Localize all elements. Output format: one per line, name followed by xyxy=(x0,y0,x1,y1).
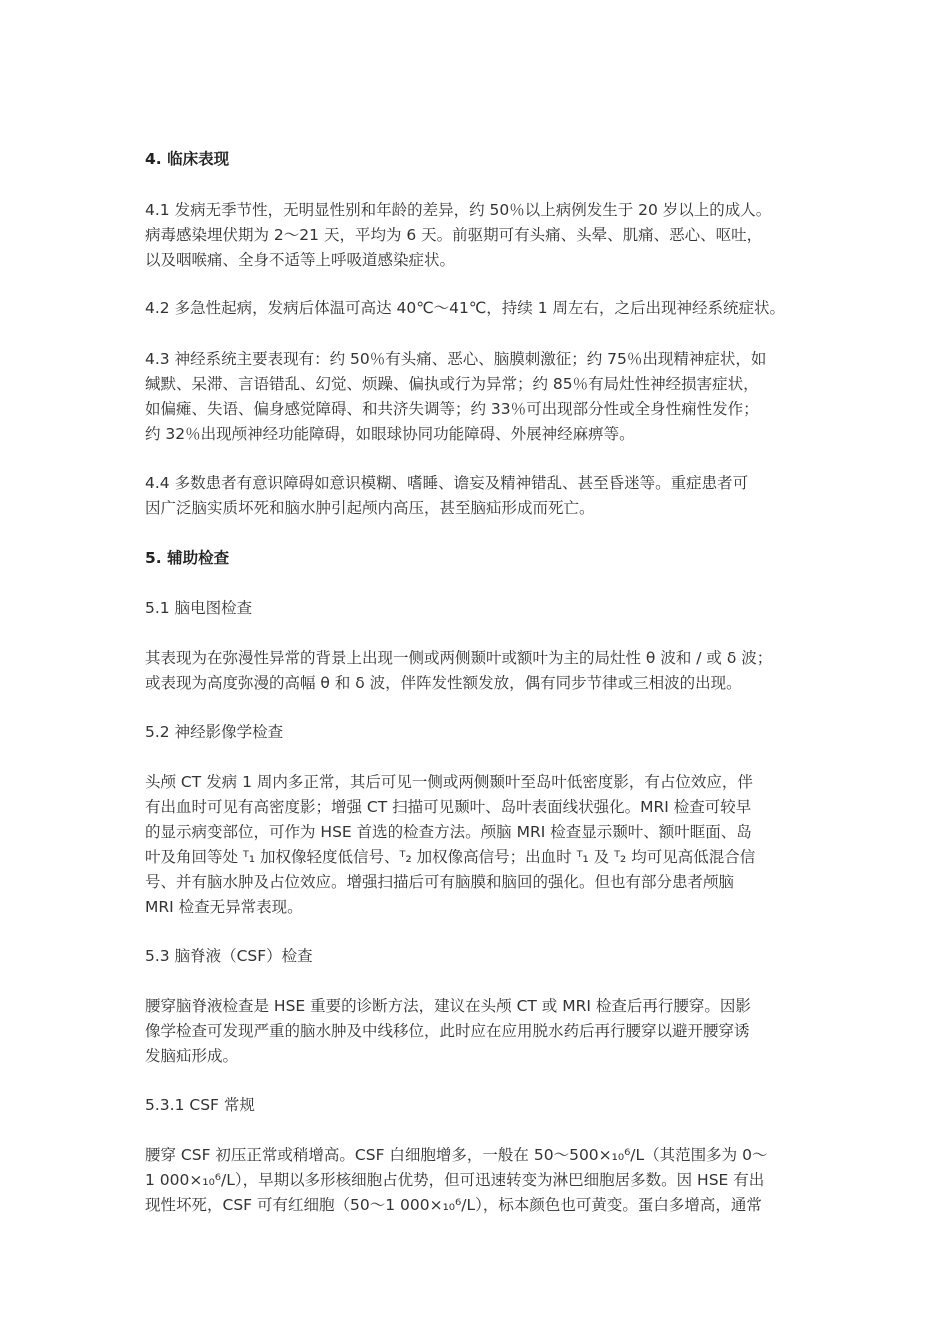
paragraph-4-4 xyxy=(145,471,825,521)
text-line: 号、并有脑水肿及占位效应。增强扫描后可有脑膜和脑回的强化。但也有部分患者颅脑 xyxy=(145,873,735,891)
section-4-heading xyxy=(145,147,825,172)
heading-text: 4. 临床表现 xyxy=(145,150,230,168)
text-line: 4.4 多数患者有意识障碍如意识模糊、嗜睡、谵妄及精神错乱、甚至昏迷等。重症患者可 xyxy=(145,474,749,492)
text-line: 腰穿脑脊液检查是 HSE 重要的诊断方法，建议在头颅 CT 或 MRI 检查后再行腰穿。因影 xyxy=(145,997,751,1015)
text-line: MRI 检查无异常表现。 xyxy=(145,898,303,916)
paragraph-5-1 xyxy=(145,646,825,696)
paragraph-5-2 xyxy=(145,770,825,920)
paragraph-5-3-1 xyxy=(145,1143,825,1218)
text-line: 4.3 神经系统主要表现有：约 50％有头痛、恶心、脑膜刺激征；约 75％出现精神症状，如 xyxy=(145,350,767,368)
heading-text: 5. 辅助检查 xyxy=(145,549,230,567)
subheading-text: 5.3 脑脊液（CSF）检查 xyxy=(145,947,313,965)
subsection-5-2-title xyxy=(145,720,825,745)
text-line: 以及咽喉痛、全身不适等上呼吸道感染症状。 xyxy=(145,251,456,269)
text-line: 头颅 CT 发病 1 周内多正常，其后可见一侧或两侧颞叶至岛叶低密度影，有占位效应，伴 xyxy=(145,773,753,791)
text-line: 1 000×₁₀⁶/L），早期以多形核细胞占优势，但可迅速转变为淋巴细胞居多数。因 HSE 有出 xyxy=(145,1171,765,1189)
text-line: 如偏瘫、失语、偏身感觉障碍、和共济失调等；约 33％可出现部分性或全身性痫性发作； xyxy=(145,400,759,418)
text-line: 的显示病变部位，可作为 HSE 首选的检查方法。颅脑 MRI 检查显示颞叶、额叶眶面、岛 xyxy=(145,823,752,841)
paragraph-4-3 xyxy=(145,347,825,447)
text-line: 病毒感染埋伏期为 2～21 天，平均为 6 天。前驱期可有头痛、头晕、肌痛、恶心、呕吐， xyxy=(145,226,763,244)
text-line: 其表现为在弥漫性异常的背景上出现一侧或两侧颞叶或额叶为主的局灶性 θ 波和 / 或 δ 波； xyxy=(145,649,773,667)
text-line: 腰穿 CSF 初压正常或稍增高。CSF 白细胞增多，一般在 50～500×₁₀⁶/L（其范围多为 0～ xyxy=(145,1146,768,1164)
subheading-text: 5.2 神经影像学检查 xyxy=(145,723,284,741)
subheading-text: 5.1 脑电图检查 xyxy=(145,599,253,617)
paragraph-4-1 xyxy=(145,198,825,273)
text-line: 缄默、呆滞、言语错乱、幻觉、烦躁、偏执或行为异常；约 85％有局灶性神经损害症状， xyxy=(145,375,759,393)
paragraph-4-2 xyxy=(145,296,825,321)
text-line: 有出血时可见有高密度影；增强 CT 扫描可见颞叶、岛叶表面线状强化。MRI 检查可较早 xyxy=(145,798,752,816)
text-line: 现性坏死，CSF 可有红细胞（50～1 000×₁₀⁶/L），标本颜色也可黄变。蛋白多增高，通常 xyxy=(145,1196,762,1214)
section-5-heading xyxy=(145,546,825,571)
subsection-5-1-title xyxy=(145,596,825,621)
text-line: 因广泛脑实质坏死和脑水肿引起颅内高压，甚至脑疝形成而死亡。 xyxy=(145,499,595,517)
subsection-5-3-1-title xyxy=(145,1093,825,1118)
text-line: 4.1 发病无季节性，无明显性别和年龄的差异，约 50％以上病例发生于 20 岁以上的成人。 xyxy=(145,201,772,219)
text-line: 发脑疝形成。 xyxy=(145,1047,239,1065)
text-line: 约 32％出现颅神经功能障碍，如眼球协同功能障碍、外展神经麻痹等。 xyxy=(145,425,635,443)
text-line: 或表现为高度弥漫的高幅 θ 和 δ 波，伴阵发性额发放，偶有同步节律或三相波的出现。 xyxy=(145,674,742,692)
text-line: 叶及角回等处 ᵀ₁ 加权像轻度低信号、ᵀ₂ 加权像高信号；出血时 ᵀ₁ 及 ᵀ₂ 均可见高低混合信 xyxy=(145,848,756,866)
subheading-text: 5.3.1 CSF 常规 xyxy=(145,1096,255,1114)
text-line: 4.2 多急性起病，发病后体温可高达 40℃～41℃，持续 1 周左右，之后出现神经系统症状。 xyxy=(145,299,785,317)
paragraph-5-3 xyxy=(145,994,825,1069)
subsection-5-3-title xyxy=(145,944,825,969)
text-line: 像学检查可发现严重的脑水肿及中线移位，此时应在应用脱水药后再行腰穿以避开腰穿诱 xyxy=(145,1022,750,1040)
